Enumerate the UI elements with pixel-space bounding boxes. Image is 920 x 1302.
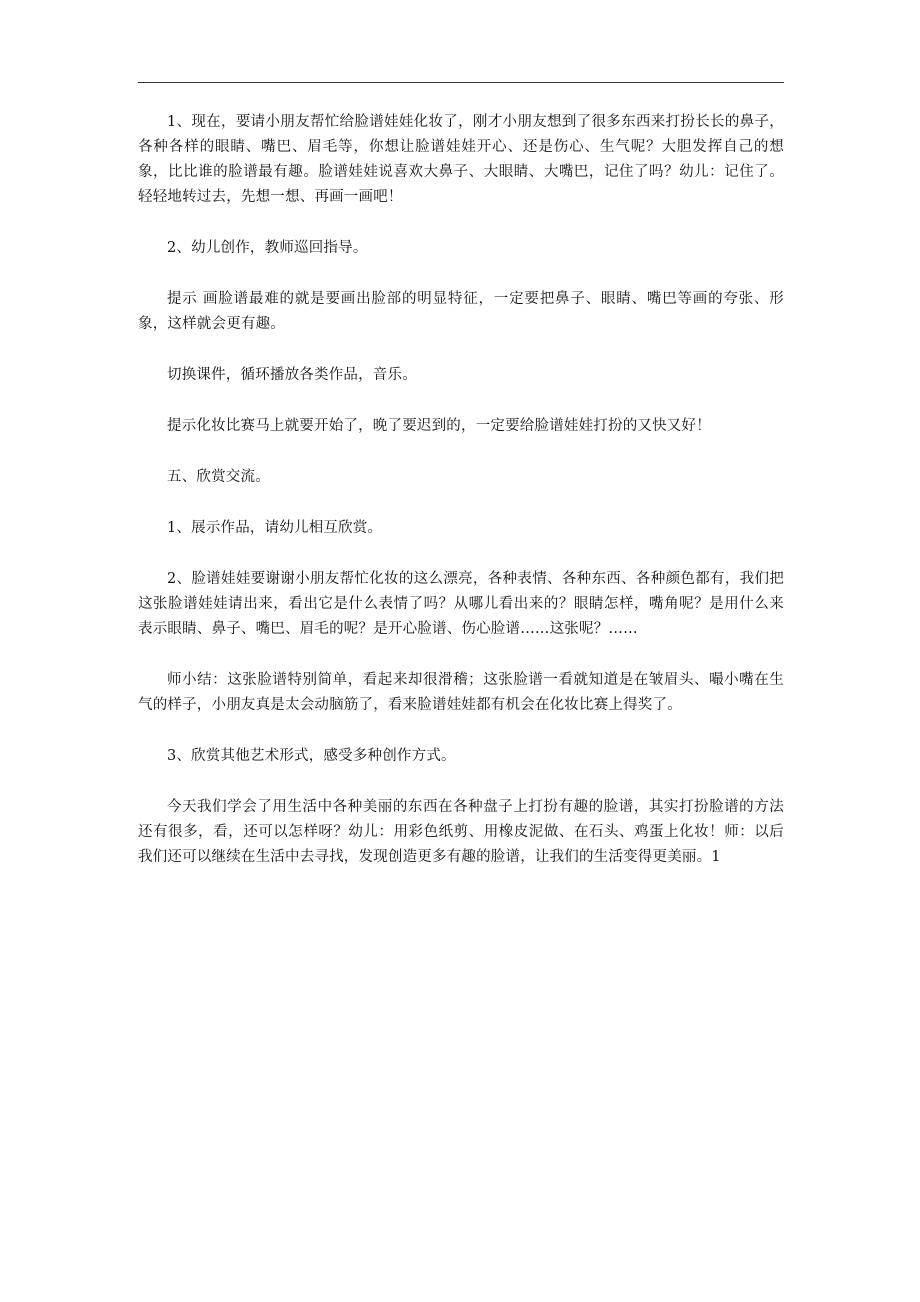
section-heading: 五、欣赏交流。 [167,469,270,485]
paragraph-5: 提示化妆比赛马上就要开始了，晚了要迟到的，一定要给脸谱娃娃打扮的又快又好！ [167,418,711,434]
paragraph-2: 2、幼儿创作，教师巡回指导。 [167,240,368,256]
paragraph-3: 提示 画脸谱最难的就是要画出脸部的明显特征，一定要把鼻子、眼睛、嘴巴等画的夸张、形象，这样就会更有趣。 [138,291,784,332]
paragraph-7: 1、展示作品，请幼儿相互欣赏。 [167,520,383,536]
paragraph-1: 1、现在，要请小朋友帮忙给脸谱娃娃化妆了，刚才小朋友想到了很多东西来打扮长长的鼻子，各种各样的眼睛、嘴巴、眉毛等，你想让脸谱娃娃开心、还是伤心、生气呢？大胆发挥自己的想象，比比谁的脸谱最有趣。脸谱娃娃说喜欢大鼻子、大眼睛、大嘴巴，记住了吗？幼儿：记住了。轻轻地转过去，先想一想、再画一画吧！ [138,114,784,205]
document-body [138,110,784,896]
paragraph-9: 师小结：这张脸谱特别简单，看起来却很滑稽；这张脸谱一看就知道是在皱眉头、嘬小嘴在生气的样子，小朋友真是太会动脑筋了，看来脸谱娃娃都有机会在化妆比赛上得奖了。 [138,672,784,713]
paragraph-8: 2、脸谱娃娃要谢谢小朋友帮忙化妆的这么漂亮，各种表情、各种东西、各种颜色都有，我们把这张脸谱娃娃请出来，看出它是什么表情了吗？从哪儿看出来的？眼睛怎样，嘴角呢？是用什么来表示眼睛、鼻子、嘴巴、眉毛的呢？是开心脸谱、伤心脸谱……这张呢？…… [138,571,784,637]
paragraph-4: 切换课件，循环播放各类作品，音乐。 [167,367,417,383]
paragraph-10: 3、欣赏其他艺术形式，感受多种创作方式。 [167,748,456,764]
header-rule [138,82,784,83]
paragraph-11: 今天我们学会了用生活中各种美丽的东西在各种盘子上打扮有趣的脸谱，其实打扮脸谱的方法还有很多，看，还可以怎样呀？幼儿：用彩色纸剪、用橡皮泥做、在石头、鸡蛋上化妆！师：以后我们还可以继续在生活中去寻找，发现创造更多有趣的脸谱，让我们的生活变得更美丽。1 [138,799,784,865]
